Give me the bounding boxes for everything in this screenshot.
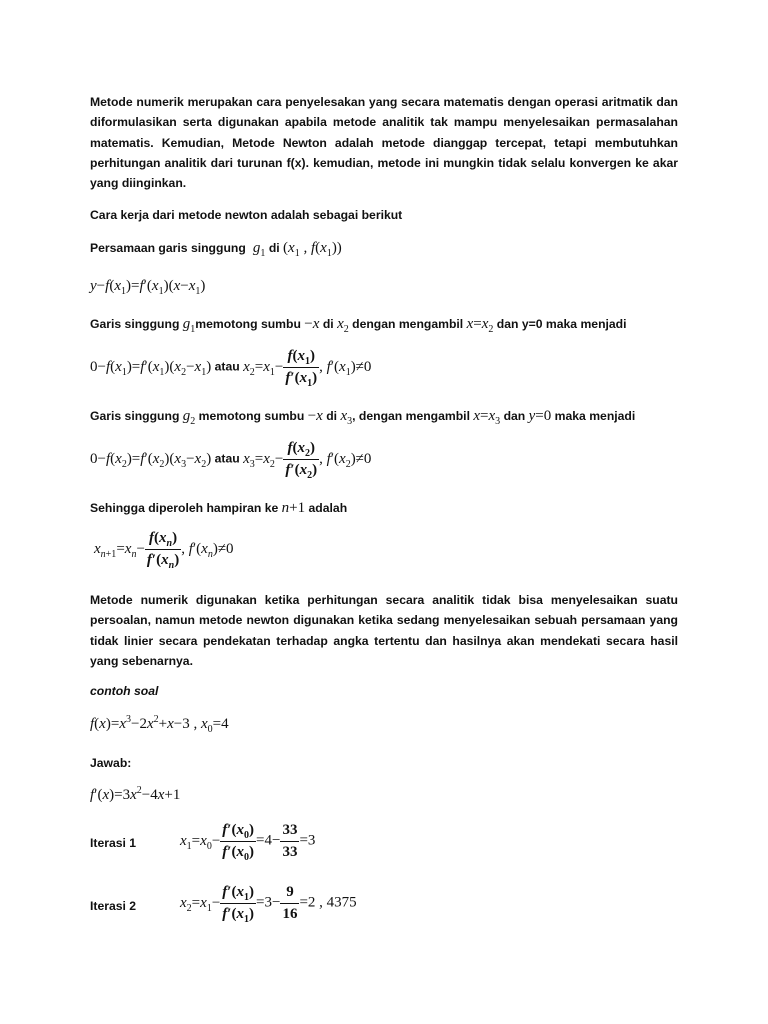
iterasi-2-label: Iterasi 2	[90, 899, 137, 913]
garis-singgung-2-line: Garis singgung $g_2$ memotong sumbu −x di $x_3$, dengan mengambil $x=x_3$ dan y=0 maka menjadi	[90, 408, 636, 427]
iterasi-2-formula: $x_2=x_1-$ $\frac{f'(x_1)}{f'(x_1)}$ =3− $\frac{9}{16}$ =2 , 4375	[180, 884, 357, 925]
persamaan-label: Persamaan garis singgung	[90, 241, 246, 255]
persamaan-garis-line	[90, 240, 342, 257]
penjelasan-paragraph: Metode numerik digunakan ketika perhitungan secara analitik tidak bisa menyelesaikan suatu persoalan, namun metode newton digunakan ketika sedang menyelesaikan sebuah persamaan yang tidak linier secara pendekatan terhadap angka tertentu dan hasilnya akan mendekati secara hasil yang sebenarnya.	[90, 593, 678, 668]
iterasi-1-label: Iterasi 1	[90, 836, 137, 850]
problem-function: $f(x)=x^3-2x^2+x-3$ , $x_0=4$	[90, 714, 229, 735]
equation-row-x3: $0-f(x_2)=f'(x_2)(x_3-x_2)$ atau $x_3=x_2-$ $\frac{f(x_2)}{f'(x_2)}$ , $f'(x_2)\ne 0$	[90, 440, 372, 481]
jawab-label: Jawab:	[90, 756, 132, 770]
intro-paragraph: Metode numerik merupakan cara penyelesakan yang secara matematis dengan operasi aritmatik dan diformulasikan serta digunakan apabila metode analitik tak mampu menyelesaikan permasalahan matematis. Kemudian, Metode Newton adalah metode dianggap tercepat, tetapi membutuhkan perhitungan analitik dari turunan f(x). kemudian, metode ini mungkin tidak selalu konvergen ke akar yang diinginkan.	[90, 95, 678, 191]
sehingga-line: Sehingga diperoleh hampiran ke n+1 adalah	[90, 500, 348, 516]
iterasi-1-formula: $x_1=x_0-$ $\frac{f'(x_0)}{f'(x_0)}$ =4− $\frac{33}{33}$ =3	[180, 822, 316, 863]
general-newton-formula: $x_{n+1}=x_n-$ $\frac{f(x_n)}{f'(x_n)}$ , $f'(x_n)\ne 0$	[94, 530, 234, 571]
cara-kerja-text: Cara kerja dari metode newton adalah sebagai berikut	[90, 208, 403, 222]
tangent-equation: $y-f(x_1)=f'(x_1)(x-x_1)$	[90, 278, 206, 297]
formula-g1: $g_1$	[249, 240, 266, 259]
contoh-soal-heading: contoh soal	[90, 684, 159, 698]
derivative-function: $f'(x)=3x^2-4x+1$	[90, 785, 181, 803]
equation-row-x2: $0-f(x_1)=f'(x_1)(x_2-x_1)$ atau $x_2=x_1-$ $\frac{f(x_1)}{f'(x_1)}$ , $f'(x_1)\ne 0$	[90, 348, 372, 389]
garis-singgung-1-line: Garis singgung $g_1memotong$ sumbu −x di $x_2$ dengan mengambil $x=x_2$ dan y=0 maka menjadi	[90, 316, 627, 335]
fraction-newton-x3: $\frac{f(x_2)}{f'(x_2)}$	[285, 440, 318, 481]
di-text: di	[268, 241, 280, 255]
fraction-newton-x2: $\frac{f(x_1)}{f'(x_1)}$	[285, 348, 318, 389]
formula-point: ($x_1$ , $f(x_1)$)	[283, 240, 342, 259]
